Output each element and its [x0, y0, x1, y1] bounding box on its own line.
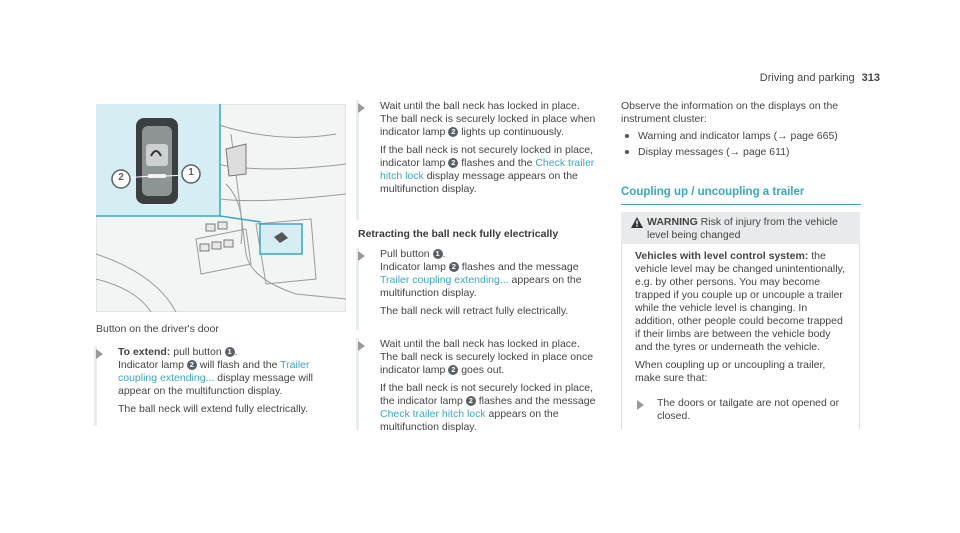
number-badge: 2: [448, 158, 458, 168]
message-link: Trailer coupling extending...: [118, 359, 310, 384]
callout-1: 1: [188, 167, 194, 178]
page-number: 313: [861, 72, 880, 84]
number-badge: 2: [466, 396, 476, 406]
text: Indicator lamp: [380, 261, 449, 273]
retract-heading: Retracting the ball neck fully electrically: [358, 228, 559, 240]
observe-block: [621, 100, 866, 160]
section-rule: [621, 204, 861, 205]
warning-step: The doors or tailgate are not opened or closed.: [657, 397, 840, 422]
text: the vehicle level may be changed unintentionally, e.g. by other persons. You may become trapped if you couple up or uncouple a trailer while the vehicle level is changing. In addition, other people could become trapped if their limbs are between the vehicle body and the tyres or underneath the vehicle.: [635, 250, 845, 353]
text: flashes and the message: [475, 395, 596, 407]
number-badge: 2: [449, 262, 459, 272]
step-arrow-icon: [96, 349, 103, 359]
step-arrow-icon: [358, 251, 365, 261]
text: Wait until the ball neck has locked in place. The ball neck is securely locked in place once indicator lamp: [380, 338, 594, 376]
figure-caption: Button on the driver's door: [96, 323, 219, 335]
step-bar: [356, 100, 359, 220]
number-badge: 1: [433, 249, 443, 259]
text: will flash and the: [196, 359, 281, 371]
text: If the ball neck is not securely locked in place, the indicator lamp: [380, 382, 594, 407]
header-section: Driving and parking: [759, 72, 855, 84]
text: Pull button: [380, 248, 433, 260]
text: display message appears on the multifunction display.: [380, 170, 578, 195]
text: Wait until the ball neck has locked in place. The ball neck is securely locked in place when indicator lamp: [380, 100, 596, 138]
text: If the ball neck is not securely locked in place, indicator lamp: [380, 144, 594, 169]
text: appears on the multifunction display.: [380, 408, 559, 433]
number-badge: 2: [448, 127, 458, 137]
text: Indicator lamp: [118, 359, 187, 371]
warning-header: [621, 212, 860, 244]
extend-label: To extend:: [118, 346, 171, 358]
step-wait-1: [358, 100, 606, 220]
warning-label: WARNING: [647, 216, 698, 228]
warning-right-border: [859, 244, 860, 429]
warning-triangle-icon: [631, 217, 643, 228]
bullet-text: Warning and indicator lamps (→ page 665): [638, 130, 838, 142]
text: goes out.: [458, 364, 505, 376]
warning-body: [635, 250, 847, 385]
section-title: Coupling up / uncoupling a trailer: [621, 186, 805, 198]
step-arrow-icon: [358, 341, 365, 351]
text: lights up continuously.: [458, 126, 564, 138]
paragraph: The ball neck will retract fully electrically.: [380, 305, 569, 317]
door-button-illustration: [96, 104, 346, 312]
number-badge: 1: [225, 347, 235, 357]
warning-title: Risk of injury from the vehicle level being changed: [647, 216, 838, 241]
column-1: [96, 346, 346, 426]
warning-box: [621, 212, 860, 429]
message-link: Check trailer hitch lock: [380, 157, 595, 182]
page-header: [760, 72, 880, 84]
text: appears on the multifunction display.: [380, 274, 582, 299]
step-wait-2: [358, 338, 606, 433]
text: pull button: [170, 346, 225, 358]
callout-2: 2: [118, 172, 124, 183]
step-arrow-icon: [637, 400, 644, 410]
text: .: [442, 248, 446, 260]
number-badge: 2: [448, 365, 458, 375]
message-link: Trailer coupling extending...: [380, 274, 509, 286]
door-panel-drawing: [96, 104, 346, 312]
step-extend: [96, 346, 346, 426]
step-retract: [358, 248, 606, 330]
bullet-icon: [625, 134, 629, 138]
warning-left-border: [621, 244, 622, 429]
text: display message will appear on the multifunction display.: [118, 372, 313, 397]
step-arrow-icon: [358, 103, 365, 113]
bullet-icon: [625, 150, 629, 154]
text: .: [234, 346, 238, 358]
number-badge: 2: [187, 360, 197, 370]
bullet-text: Display messages (→ page 611): [638, 146, 790, 158]
column-2: [358, 100, 606, 433]
paragraph: The ball neck will extend fully electrically.: [118, 403, 309, 415]
warning-bold: Vehicles with level control system:: [635, 250, 809, 262]
message-link: Check trailer hitch lock: [380, 408, 486, 420]
text: flashes and the: [458, 157, 536, 169]
step-bar: [356, 338, 359, 430]
observe-text: Observe the information on the displays on the instrument cluster:: [621, 100, 839, 125]
text: flashes and the message: [458, 261, 579, 273]
paragraph: When coupling up or uncoupling a trailer, make sure that:: [635, 359, 826, 384]
